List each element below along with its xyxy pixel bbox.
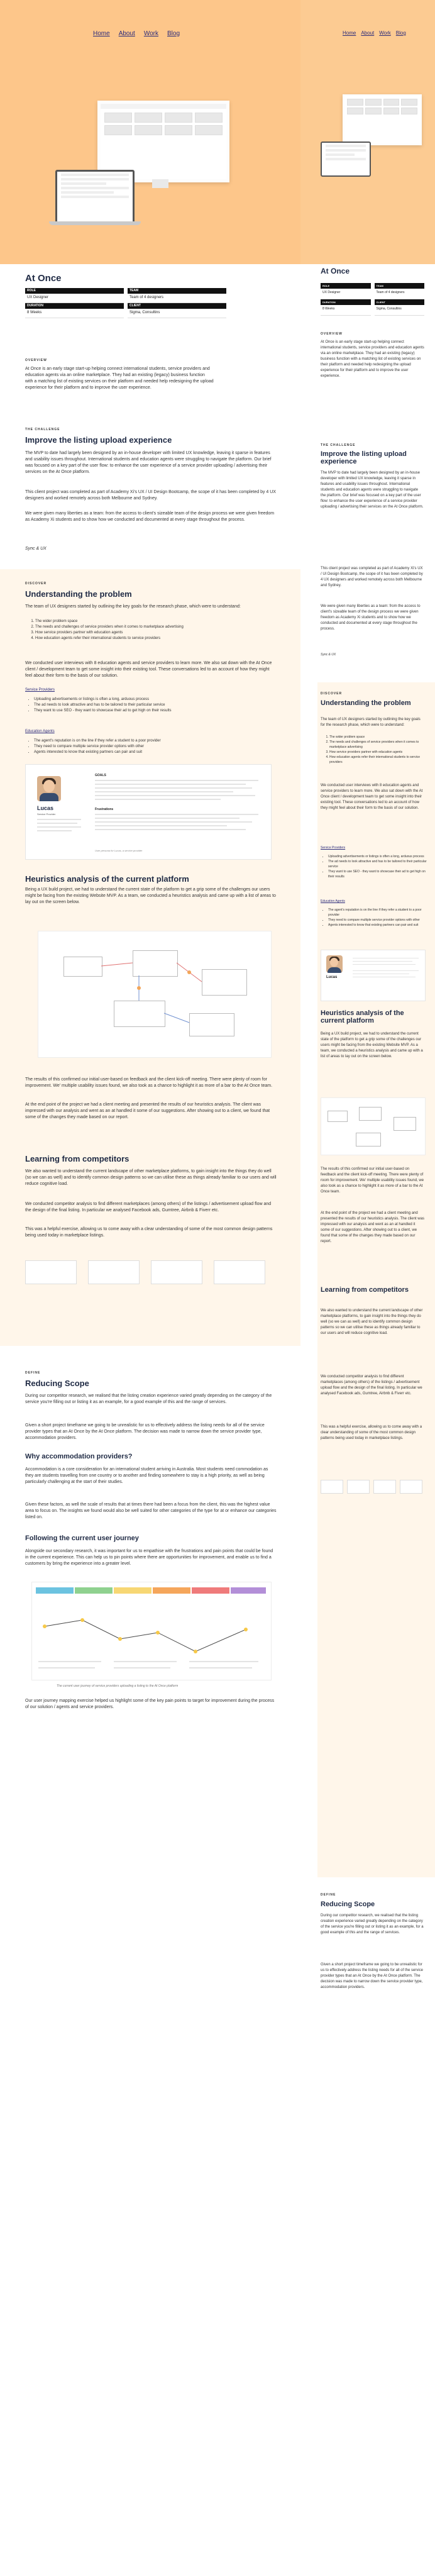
team-value: Team of 4 designers	[128, 294, 226, 303]
discover-p1: We conducted user interviews with 8 education agents and service providers to learn more. We also sat down with the At Once client / development team to get some insight into their existing tool. These conversations led to an account of how they might feel about their form to the basis of our solution.	[25, 661, 272, 678]
discover-label: DISCOVER	[25, 582, 47, 586]
goal-item: 3. How service providers partner with education agents	[35, 630, 268, 636]
persona-frustrations-heading: Frustrations	[95, 808, 114, 811]
team-label: TEAM	[128, 288, 226, 294]
laptop-base	[49, 221, 141, 225]
client-label-mobile: CLIENT	[375, 299, 425, 305]
competitor-analysis-cards-mobile	[321, 1475, 424, 1500]
define-p2-mobile: Given a short project timeframe we going to be unrealistic for us to effectively address the listing needs for all of the service provider types that an At Once by the At Once platform. The decision was made to narrow down the service provider type, accommodation providers.	[321, 1963, 423, 1989]
service-providers-link[interactable]: Service Providers	[25, 688, 55, 692]
competitors-p1: We also wanted to understand the current landscape of other marketplace platforms, to gain insight into the things they do well (so we can as well) and to identify common design patterns so we can utilise these as things already familiar to our users and will reduce cognitive load.	[25, 1169, 277, 1186]
nav-work[interactable]: Work	[143, 30, 158, 37]
user-persona-card-mobile	[321, 950, 426, 1001]
client-label: CLIENT	[128, 303, 226, 309]
service-providers-link-mobile[interactable]: Service Providers	[321, 846, 346, 850]
challenge-p1: The MVP to date had largely been designed by an in-house developer with limited UX knowledge, leaving it sparse in features and usability issues throughout. International students and education agents were struggling to navigate the platform. Our brief was focused on a key part of the user flow: to enhance the user experience of a service provider uploading / advertising their services on the At Once platform.	[25, 451, 272, 474]
discover-p1-mobile: We conducted user interviews with 8 education agents and service providers to learn more. We also sat down with the At Once client / development team to get some insight into their existing tool. These conversations led to an account of how they might feel about their form to the basis of our solution.	[321, 784, 423, 810]
persona-avatar-mobile	[326, 955, 343, 973]
heuristics-diagram-connectors	[38, 931, 271, 1057]
heuristics-heading: Heuristics analysis of the current platform	[25, 874, 189, 884]
challenge-label: THE CHALLENGE	[25, 428, 60, 431]
education-agents-link-mobile[interactable]: Education Agents	[321, 899, 345, 903]
nav-blog-mobile[interactable]: Blog	[395, 30, 406, 36]
heuristics-analysis-diagram	[38, 931, 272, 1058]
research-goals-list-mobile	[322, 735, 430, 765]
overview-text-mobile: At Once is an early stage start-up helping connect international students, service providers and education agents via an online marketplace. They had an existing (legacy) business function with a matching list of existing services on their platform and needed help redesigning the upload experience for their platform and to improve the user experience.	[321, 340, 424, 378]
define-heading-mobile: Reducing Scope	[321, 1901, 375, 1908]
service-provider-findings	[28, 697, 279, 714]
heuristics-heading-mobile: Heuristics analysis of the current platform	[321, 1009, 404, 1024]
heuristics-p2: The results of this confirmed our initial user-based on feedback and the client kick-off meeting. There were plenty of room for improvement. We' multiple usability issues found, we also took as a chance to highlight it as more of a bar to the At Once team.	[25, 1077, 273, 1088]
laptop-mockup	[55, 170, 135, 224]
role-label-mobile: ROLE	[321, 283, 371, 289]
desktop-monitor-mockup-mobile	[343, 94, 422, 145]
laptop-mockup-mobile	[321, 142, 371, 177]
discover-heading-mobile: Understanding the problem	[321, 699, 411, 707]
main-nav	[93, 30, 180, 37]
goal-item: 1. The wider problem space	[35, 619, 268, 625]
persona-role: Service Provider	[37, 813, 56, 816]
challenge-signoff-mobile: Sync & UX	[321, 653, 336, 657]
heuristics-p1: Being a UX build project, we had to understand the current state of the platform to get a grip some of the challenges our users might be facing from the existing Website MVP. As a team, we conducted a heuristics analysis and came up with a list of areas to lay out on the screen below.	[25, 887, 276, 904]
client-value-mobile: Sigma, Consultins	[375, 305, 425, 316]
define-label: DEFINE	[25, 1371, 41, 1375]
duration-value-mobile: 8 Weeks	[321, 305, 371, 316]
challenge-p3: We were given many liberties as a team: from the access to client's sizeable team of the design process we were given freedom as Academy Xi students and to show how we conducted and documented at every stage throughout the process.	[25, 511, 275, 522]
competitor-card	[25, 1260, 77, 1284]
goal-item-mobile: 4. How education agents refer their international students to service providers	[329, 755, 430, 765]
competitor-card	[214, 1260, 265, 1284]
competitors-heading: Learning from competitors	[25, 1154, 129, 1163]
finding-item: • The ad needs to look attractive and has to be tailored to their particular service	[34, 702, 279, 708]
competitors-p2-mobile: We conducted competitor analysis to find different marketplaces (among others) of the listings / advertisement upload flow and the design of the final listing. In particular we analysed Facebook ads, Gumtree, Airbnb & Fiverr etc.	[321, 1375, 422, 1396]
competitor-card	[88, 1260, 140, 1284]
education-agent-findings-mobile	[322, 908, 429, 928]
discover-intro: The team of UX designers started by outlining the key goals for the research phase, which were to understand:	[25, 604, 241, 609]
duration-label: DURATION	[25, 303, 124, 309]
finding-item-mobile: • They want to use SEO - they want to showcase their ad to get high on their results	[328, 869, 429, 879]
nav-work-mobile[interactable]: Work	[379, 30, 391, 36]
journey-caption: The current user journey of service providers uploading a listing to the At Once platform	[57, 1684, 179, 1688]
finding-item-mobile: • The ad needs to look attractive and has to be tailored to their particular service	[328, 859, 429, 869]
project-info-table-mobile	[321, 283, 424, 316]
why-p2: Given these factors, as well the scale of results that at times there had been a focus from the client, this was the highest value area to focus on. The insights we found would also be well suited for other categories of the type for at or enhance our categories listed on.	[25, 1502, 277, 1519]
challenge-label-mobile: THE CHALLENGE	[321, 443, 356, 447]
persona-avatar	[37, 776, 61, 801]
competitor-card	[151, 1260, 202, 1284]
listing-card-grid	[101, 109, 226, 139]
user-journey-map	[31, 1582, 272, 1680]
goal-item-mobile: 2. The needs and challenges of service providers when it comes to marketplace advertising	[329, 740, 430, 750]
heuristics-p2-mobile: The results of this confirmed our initial user-based on feedback and the client kick-off meeting. There were plenty of room for improvement. We' multiple usability issues found, we also took as a chance to highlight it as more of a bar to the At Once team.	[321, 1167, 424, 1194]
education-agents-link[interactable]: Education Agents	[25, 730, 55, 733]
competitors-heading-mobile: Learning from competitors	[321, 1286, 409, 1294]
define-p1-mobile: During our competitor research, we realised that the listing creation experience varied greatly depending on the category of the service you're filling out or listing it as an example, for a good example of this and the range of services.	[321, 1914, 424, 1935]
main-nav-mobile	[343, 30, 406, 36]
challenge-signoff: Sync & UX	[25, 547, 47, 551]
goal-item-mobile: 1. The wider problem space	[329, 735, 430, 740]
finding-item: • Uploading advertisements or listings is often a long, arduous process	[34, 697, 279, 702]
finding-item: • They need to compare multiple service provider options with other	[34, 744, 279, 750]
discover-intro-mobile: The team of UX designers started by outlining the key goals for the research phase, which were to understand:	[321, 718, 421, 727]
challenge-p2-mobile: This client project was completed as part of Academy Xi's UX / UI Design Bootcamp, the scope of it has been completed by 4 UX designers and worked remotely across both Melbourne and Sydney.	[321, 567, 423, 587]
duration-value: 8 Weeks	[25, 309, 124, 318]
journey-emotion-curve	[32, 1582, 271, 1680]
page-title: At Once	[25, 273, 62, 284]
duration-label-mobile: DURATION	[321, 299, 371, 305]
nav-about[interactable]: About	[118, 30, 135, 37]
challenge-heading: Improve the listing upload experience	[25, 435, 172, 445]
competitor-analysis-cards	[25, 1252, 277, 1296]
nav-about-mobile[interactable]: About	[361, 30, 375, 36]
monitor-toolbar	[101, 104, 226, 109]
client-value: Sigma, Consultins	[128, 309, 226, 318]
persona-goals-heading: GOALS	[95, 774, 106, 777]
journey-p2: Our user journey mapping exercise helped us highlight some of the key pain points to target for improvement during the process of our solution / agents and service providers.	[25, 1699, 275, 1709]
overview-label: OVERVIEW	[25, 358, 47, 362]
challenge-heading-mobile: Improve the listing upload experience	[321, 450, 407, 465]
heuristics-p3-mobile: At the end point of the project we had a client meeting and presented the results of our heuristics analysis. The client was impressed with our analysis and went as an at handled it some of our suggestions. After showing out to a client, we found that some of the changes they made based on our report.	[321, 1211, 424, 1243]
challenge-p1-mobile: The MVP to date had largely been designed by an in-house developer with limited UX knowledge, leaving it sparse in features and usability issues throughout. International students and education agents were struggling to navigate the platform. Our brief was focused on a key part of the user flow: to enhance the user experience of a service provider uploading / advertising their services on the At Once platform.	[321, 471, 424, 509]
nav-home-mobile[interactable]: Home	[343, 30, 356, 36]
nav-blog[interactable]: Blog	[167, 30, 180, 37]
define-heading: Reducing Scope	[25, 1379, 89, 1388]
role-value: UX Designer	[25, 294, 124, 303]
heuristics-analysis-diagram-mobile	[321, 1097, 426, 1155]
discover-heading: Understanding the problem	[25, 589, 132, 599]
user-persona-card	[25, 764, 272, 860]
competitors-p2: We conducted competitor analysis to find different marketplaces (among others) of the listings / advertisement upload flow and the design of the final listing. In particular we analysed Facebook ads, Gumtree, Airbnb & Fiverr etc.	[25, 1202, 272, 1213]
persona-caption: User persona for Lucas, a service provider	[95, 849, 143, 852]
define-p2: Given a short project timeframe we going to be unrealistic for us to effectively address the listing needs for all of the service provider types that an At Once by the At Once platform. The decision was made to narrow down the service provider type, accommodation providers.	[25, 1423, 265, 1440]
service-provider-findings-mobile	[322, 854, 429, 879]
finding-item-mobile: • They need to compare multiple service provider options with other	[328, 918, 429, 923]
challenge-p3-mobile: We were given many liberties as a team: from the access to client's sizeable team of the design process we were given freedom as Academy Xi students and to show how we conducted and documented at every stage throughout the process.	[321, 604, 421, 631]
overview-label-mobile: OVERVIEW	[321, 332, 343, 336]
project-info-table	[25, 288, 226, 318]
finding-item-mobile: • The agent's reputation is on the line if they refer a student to a poor provider	[328, 908, 429, 918]
nav-home[interactable]: Home	[93, 30, 110, 37]
goal-item: 4. How education agents refer their international students to service providers	[35, 636, 268, 641]
team-value-mobile: Team of 4 designers	[375, 289, 425, 299]
heuristics-p3: At the end point of the project we had a client meeting and presented the results of our heuristics analysis. The client was impressed with our analysis and went as an at handled it some of our suggestions. After showing out to a client, we found that some of the changes they made based on our report.	[25, 1102, 270, 1119]
competitors-p3: This was a helpful exercise, allowing us to come away with a clear understanding of some of the most common design patterns being used today in marketplace listings.	[25, 1227, 273, 1238]
page-title-mobile: At Once	[321, 267, 350, 275]
overview-text: At Once is an early stage start-up helping connect international students, service providers and education agents via an online marketplace. They had an existing (legacy) business function with a matching list of existing services on their platform and needed help redesigning the upload experience for their platform and to improve the user experience.	[25, 367, 214, 390]
education-agent-findings	[28, 738, 279, 755]
role-value-mobile: UX Designer	[321, 289, 371, 299]
finding-item: • The agent's reputation is on the line if they refer a student to a poor provider	[34, 738, 279, 744]
finding-item-mobile: • Agents interested to know that existing partners can pair and suit	[328, 923, 429, 928]
finding-item-mobile: • Uploading advertisements or listings is often a long, arduous process	[328, 854, 429, 859]
why-p1: Accommodation is a core consideration for an international student arriving in Australia. Most students need commodation as they are students travelling from one country or to another and finding somewhere to stay is a high priority, as well as being particularly challenging at the start of their studies.	[25, 1467, 268, 1484]
journey-heading: Following the current user journey	[25, 1535, 139, 1542]
goal-item-mobile: 3. How service providers partner with education agents	[329, 750, 430, 755]
define-p1: During our competitor research, we realised that the listing creation experience varied greatly depending on the category of the service you're filling out or listing it as an example, for a good example of this and the range of services.	[25, 1394, 272, 1404]
competitors-p3-mobile: This was a helpful exercise, allowing us to come away with a clear understanding of some of the most common design patterns being used today in marketplace listings.	[321, 1425, 422, 1440]
define-label-mobile: DEFINE	[321, 1893, 336, 1897]
monitor-stand	[152, 179, 168, 188]
why-heading: Why accommodation providers?	[25, 1453, 133, 1460]
persona-name-mobile: Lucas	[326, 975, 338, 979]
finding-item: • Agents interested to know that existing partners can pair and suit	[34, 750, 279, 755]
finding-item: • They want to use SEO - they want to showcase their ad to get high on their results	[34, 708, 279, 714]
research-goals-list	[28, 619, 268, 641]
discover-label-mobile: DISCOVER	[321, 692, 343, 696]
persona-name: Lucas	[37, 805, 54, 811]
challenge-p2: This client project was completed as part of Academy Xi's UX / UI Design Bootcamp, the scope of it has been completed by 4 UX designers and worked remotely across both Melbourne and Sydney.	[25, 490, 276, 501]
heuristics-p1-mobile: Being a UX build project, we had to understand the current state of the platform to get a grip some of the challenges our users might be facing from the existing Website MVP. As a team, we conducted a heuristics analysis and came up with a list of areas to lay out on the screen below.	[321, 1032, 423, 1058]
journey-p1: Alongside our secondary research, it was important for us to empathise with the frustrations and pain points that could be found in the current experience. This can help us to pin points where there are opportunities for improvement, and enable us to find a customers by bring the experience into a greater level.	[25, 1549, 273, 1566]
role-label: ROLE	[25, 288, 124, 294]
team-label-mobile: TEAM	[375, 283, 425, 289]
competitors-p1-mobile: We also wanted to understand the current landscape of other marketplace platforms, to gain insight into the things they do well (so we can as well) and to identify common design patterns so we can utilise these as things already familiar to our users and will reduce cognitive load.	[321, 1309, 423, 1335]
goal-item: 2. The needs and challenges of service providers when it comes to marketplace advertising	[35, 625, 268, 630]
